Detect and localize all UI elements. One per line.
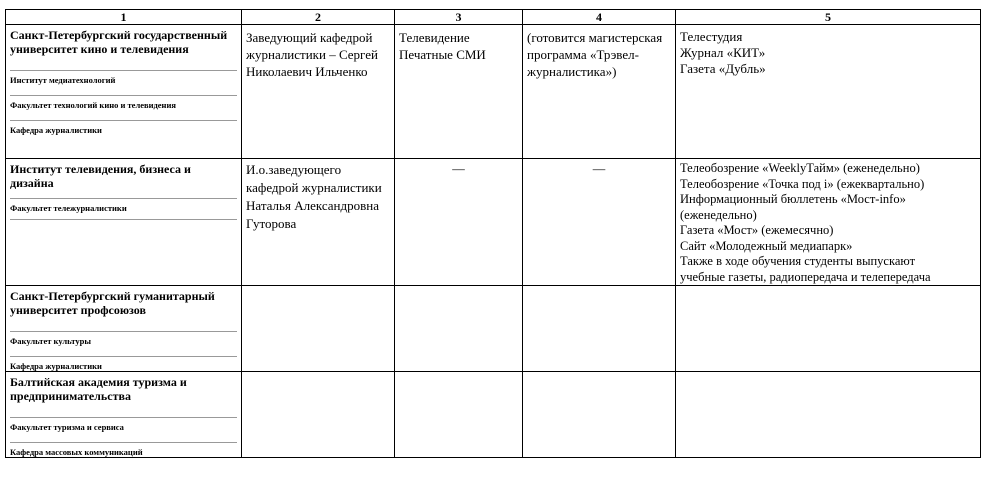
- empty-cell: [676, 286, 981, 372]
- subunit-label: Кафедра журналистики: [10, 120, 237, 135]
- outlet-item: учебные газеты, радиопередача и телепередача: [680, 269, 931, 284]
- outlet-item: Телестудия: [680, 29, 743, 44]
- outlet-item: Также в ходе обучения студенты выпускают: [680, 254, 916, 268]
- header-cell-5: 5: [676, 10, 981, 25]
- table-row: [6, 25, 981, 159]
- outlet-item: (еженедельно): [680, 207, 757, 222]
- program-cell: (готовится магистерская программа «Трэвел-журналистика»): [523, 25, 676, 159]
- outlet-item: Журнал «КИТ»: [680, 45, 766, 60]
- university-name: Санкт-Петербургский гуманитарный университет профсоюзов: [10, 289, 215, 317]
- outlet-item: Информационный бюллетень «Мост-info»: [680, 192, 906, 206]
- subunit-label: Кафедра массовых коммуникаций: [10, 442, 237, 457]
- media-types-cell: Телевидение Печатные СМИ: [395, 25, 523, 159]
- empty-cell: [523, 372, 676, 458]
- outlet-item: Газета «Дубль»: [680, 61, 766, 76]
- subunit-label: Факультет туризма и сервиса: [10, 417, 237, 432]
- subunit-label: Институт медиатехнологий: [10, 70, 237, 85]
- subunit-label: Факультет культуры: [10, 331, 237, 346]
- header-cell-1: 1: [6, 10, 242, 25]
- university-cell: [6, 25, 242, 159]
- media-types-cell: —: [395, 159, 523, 286]
- outlets-cell: [676, 159, 981, 286]
- outlet-item: Газета «Мост» (ежемесячно): [680, 223, 834, 237]
- divider: [10, 219, 237, 220]
- subunit-label: Факультет технологий кино и телевидения: [10, 95, 237, 110]
- university-cell: [6, 372, 242, 458]
- head-cell: Заведующий кафедрой журналистики – Сергей Николаевич Ильченко: [242, 25, 395, 159]
- outlet-item: Сайт «Молодежный медиапарк»: [680, 238, 853, 253]
- university-cell: [6, 159, 242, 286]
- outlets-cell: [676, 25, 981, 159]
- university-name: Балтийская академия туризма и предпринимательства: [10, 375, 187, 403]
- empty-cell: [242, 286, 395, 372]
- university-name: Санкт-Петербургский государственный университет кино и телевидения: [10, 28, 228, 56]
- table-row: [6, 372, 981, 458]
- empty-cell: [242, 372, 395, 458]
- header-row: [6, 10, 981, 25]
- empty-cell: [395, 372, 523, 458]
- table-row: [6, 286, 981, 372]
- empty-cell: [395, 286, 523, 372]
- outlet-item: Телеобозрение «WeeklyТайм» (еженедельно): [680, 161, 920, 175]
- table-row: [6, 159, 981, 286]
- universities-table: [5, 9, 981, 458]
- subunit-label: Кафедра журналистики: [10, 356, 237, 371]
- subunit-label: Факультет тележурналистики: [10, 198, 237, 213]
- header-cell-4: 4: [523, 10, 676, 25]
- empty-cell: [676, 372, 981, 458]
- empty-cell: [523, 286, 676, 372]
- header-cell-3: 3: [395, 10, 523, 25]
- outlet-item: Телеобозрение «Точка под i» (ежеквартально): [680, 176, 925, 191]
- head-cell: И.о.заведующего кафедрой журналистики Наталья Александровна Гуторова: [242, 159, 395, 286]
- university-cell: [6, 286, 242, 372]
- header-cell-2: 2: [242, 10, 395, 25]
- program-cell: —: [523, 159, 676, 286]
- university-name: Институт телевидения, бизнеса и дизайна: [10, 162, 191, 190]
